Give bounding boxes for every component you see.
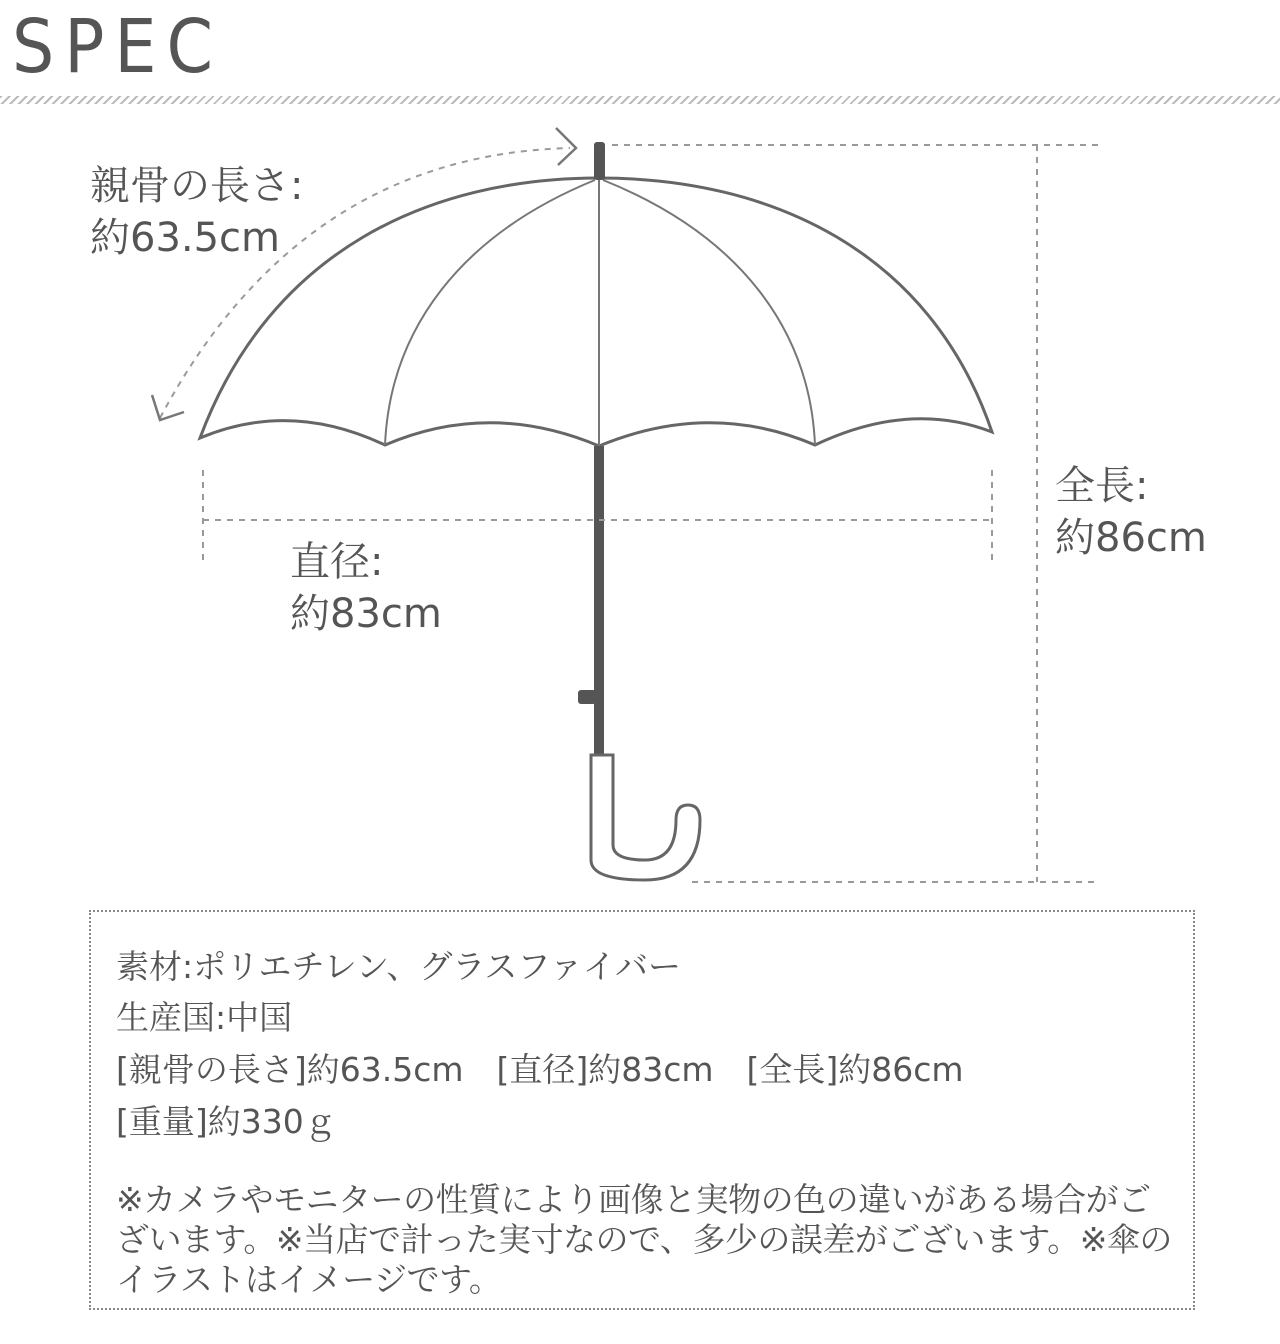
umbrella-shaft: [594, 446, 604, 756]
canopy-rib-right: [603, 180, 815, 445]
diameter-label: 直径:: [290, 539, 384, 585]
page-title: SPEC: [12, 4, 223, 90]
umbrella-canopy: [200, 178, 992, 446]
spec-material: 素材:ポリエチレン、グラスファイバー: [116, 947, 682, 986]
spec-origin: 生産国:中国: [116, 998, 293, 1037]
total-length-label: 全長:: [1055, 463, 1149, 509]
rib-length-value: 約63.5cm: [90, 215, 281, 261]
spec-dimensions: [親骨の長さ]約63.5cm [直径]約83cm [全長]約86cm: [116, 1050, 964, 1089]
umbrella-button: [578, 690, 596, 704]
umbrella-handle: [591, 755, 700, 880]
rib-length-label: 親骨の長さ:: [90, 163, 304, 209]
rib-arrow-head-bottom: [152, 395, 184, 420]
diameter-value: 約83cm: [290, 591, 442, 637]
umbrella-tip: [594, 142, 605, 180]
spec-note: ※カメラやモニターの性質により画像と実物の色の違いがある場合がございます。※当店で計った実寸なので、多少の誤差がございます。※傘のイラストはイメージです。: [116, 1180, 1172, 1299]
total-length-value: 約86cm: [1055, 515, 1207, 561]
rib-arrow-head-top: [556, 128, 576, 165]
spec-weight: [重量]約330ｇ: [116, 1102, 337, 1141]
canopy-rib-left: [385, 180, 595, 445]
